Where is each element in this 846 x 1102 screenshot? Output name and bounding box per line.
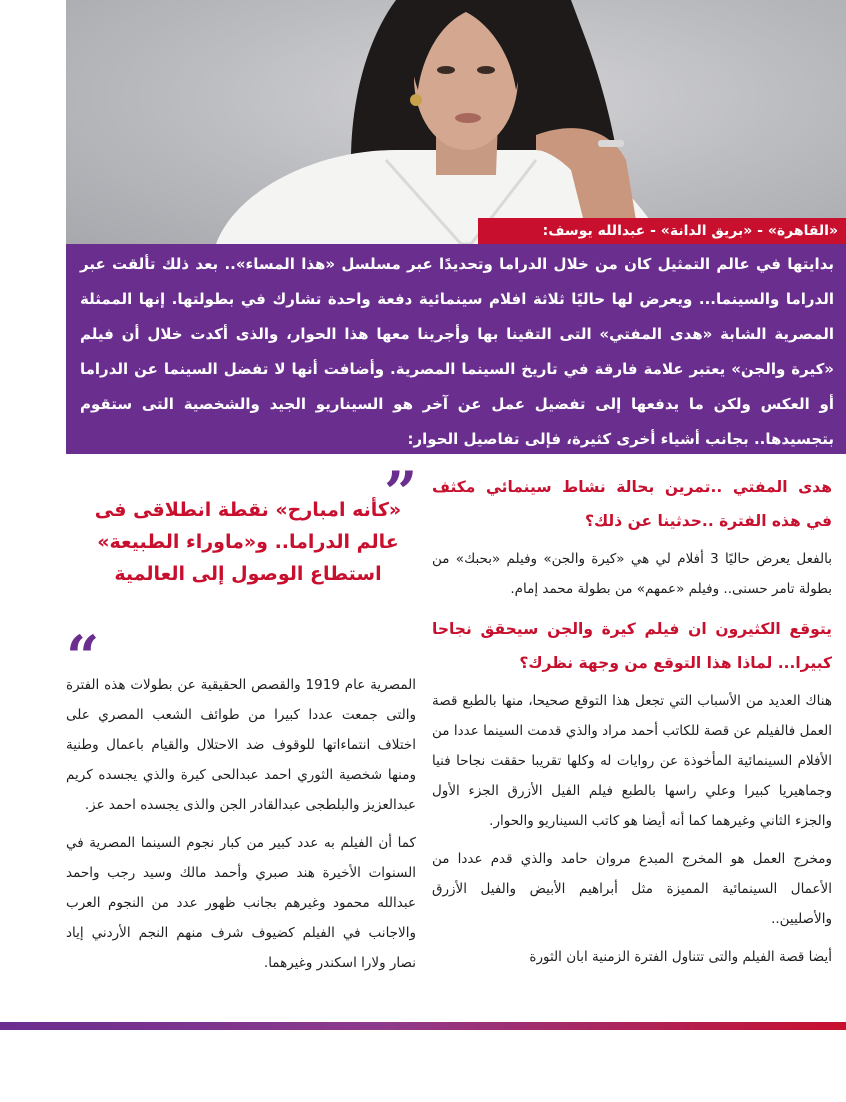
left-column: [66, 459, 418, 1024]
portrait-photo: [66, 0, 846, 244]
intro-box: [66, 244, 846, 454]
right-column: [432, 470, 832, 1024]
portrait-illustration: [66, 0, 846, 244]
pull-quote: «كأنه امبارح» نقطة انطلاقى فى عالم الدراما.. و«ماوراء الطبيعة» استطاع الوصول إلى العالمية: [94, 499, 402, 585]
quote-open-icon: ”: [384, 459, 418, 527]
footer-stripe: [0, 1022, 846, 1030]
quote-close-icon: “: [66, 623, 100, 691]
left-body: [66, 670, 416, 986]
answer-1: بالفعل يعرض حاليًا 3 أفلام لي هي «كيرة والجن» وفيلم «بحبك» من بطولة تامر حسنى.. وفيلم «عمهم» من بطولة محمد إمام.: [432, 551, 832, 597]
question-1: هدى المفتي ..تمرين بحالة نشاط سينمائي مكثف في هذه الفترة ..حدثينا عن ذلك؟: [432, 478, 832, 530]
intro-text: بدايتها في عالم التمثيل كان من خلال الدراما وتحديدًا عبر مسلسل «هذا المساء».. بعد ذلك تألقت عبر الدراما والسينما... ويعرض لها حاليًا ثلاثة افلام سينمائية دفعة واحدة تشارك في بطولتها. إنها الممثلة المصرية الشابة «هدى المفتي» التى التقينا بها وأجرينا معها هذا الحوار، والذى أكدت خلال أن فيلم «كيرة والجن» يعتبر علامة فارقة في تاريخ السينما المصرية. وأضافت أنها لا تفضل السينما عن الدراما أو العكس ولكن ما يدفعها إلى تفضيل عمل عن آخر هو السيناريو الجيد والشخصية التى ستقوم بتجسيدها.. بجانب أشياء أخرى كثيرة، فإلى تفاصيل الحوار:: [80, 255, 834, 448]
photo-credit: «القاهرة» - «بريق الدانة» - عبدالله يوسف:: [478, 218, 846, 244]
answer-2: هناك العديد من الأسباب التي تجعل هذا التوقع صحيحا، منها بالطبع قصة العمل فالفيلم عن قصة للكاتب أحمد مراد والذي قدمت السينما عددا من الأفلام السينمائية المأخوذة عن روايات له وكلها تقريبا حققت نجاحا فنيا وجماهيريا كبيرا وعلي راسها بالطبع فيلم الفيل الأزرق الجزء الأول والجزء الثاني وغيرهما كما أنه أيضا هو كاتب السيناريو والحوار.: [432, 693, 832, 829]
answer-4: أيضا قصة الفيلم والتى تتناول الفترة الزمنية ابان الثورة: [529, 949, 832, 965]
question-2: يتوقع الكثيرون ان فيلم كيرة والجن سيحقق نجاحا كبيرا... لماذا هذا التوقع من وجهة نظرك؟: [432, 620, 832, 672]
left-paragraph-1: المصرية عام 1919 والقصص الحقيقية عن بطولات هذه الفترة والتى جمعت عددا كبيرا من طوائف الشعب المصري على اختلاف انتماءاتها للوقوف ضد الاحتلال والقيام باعمال وطنية ومنها شخصية الثوري احمد عبدالحى كيرة والذي يجسده كريم عبدالعزيز والبلطجى عبدالقادر الجن والذى يجسده احمد عز.: [66, 677, 416, 813]
left-paragraph-2: كما أن الفيلم به عدد كبير من كبار نجوم السينما المصرية في السنوات الأخيرة هند صبري وأحمد مالك وسيد رجب واحمد عبدالله محمود وغيرهم بجانب ظهور عدد من النجوم العرب والاجانب في الفيلم كضيوف شرف منهم النجم الأردني إياد نصار ولارا اسكندر وغيرهما.: [66, 835, 416, 971]
answer-3: ومخرج العمل هو المخرج المبدع مروان حامد والذي قدم عددا من الأعمال السينمائية المميزة مثل أبراهيم الأبيض والفيل الأزرق والأصليين..: [432, 851, 832, 927]
